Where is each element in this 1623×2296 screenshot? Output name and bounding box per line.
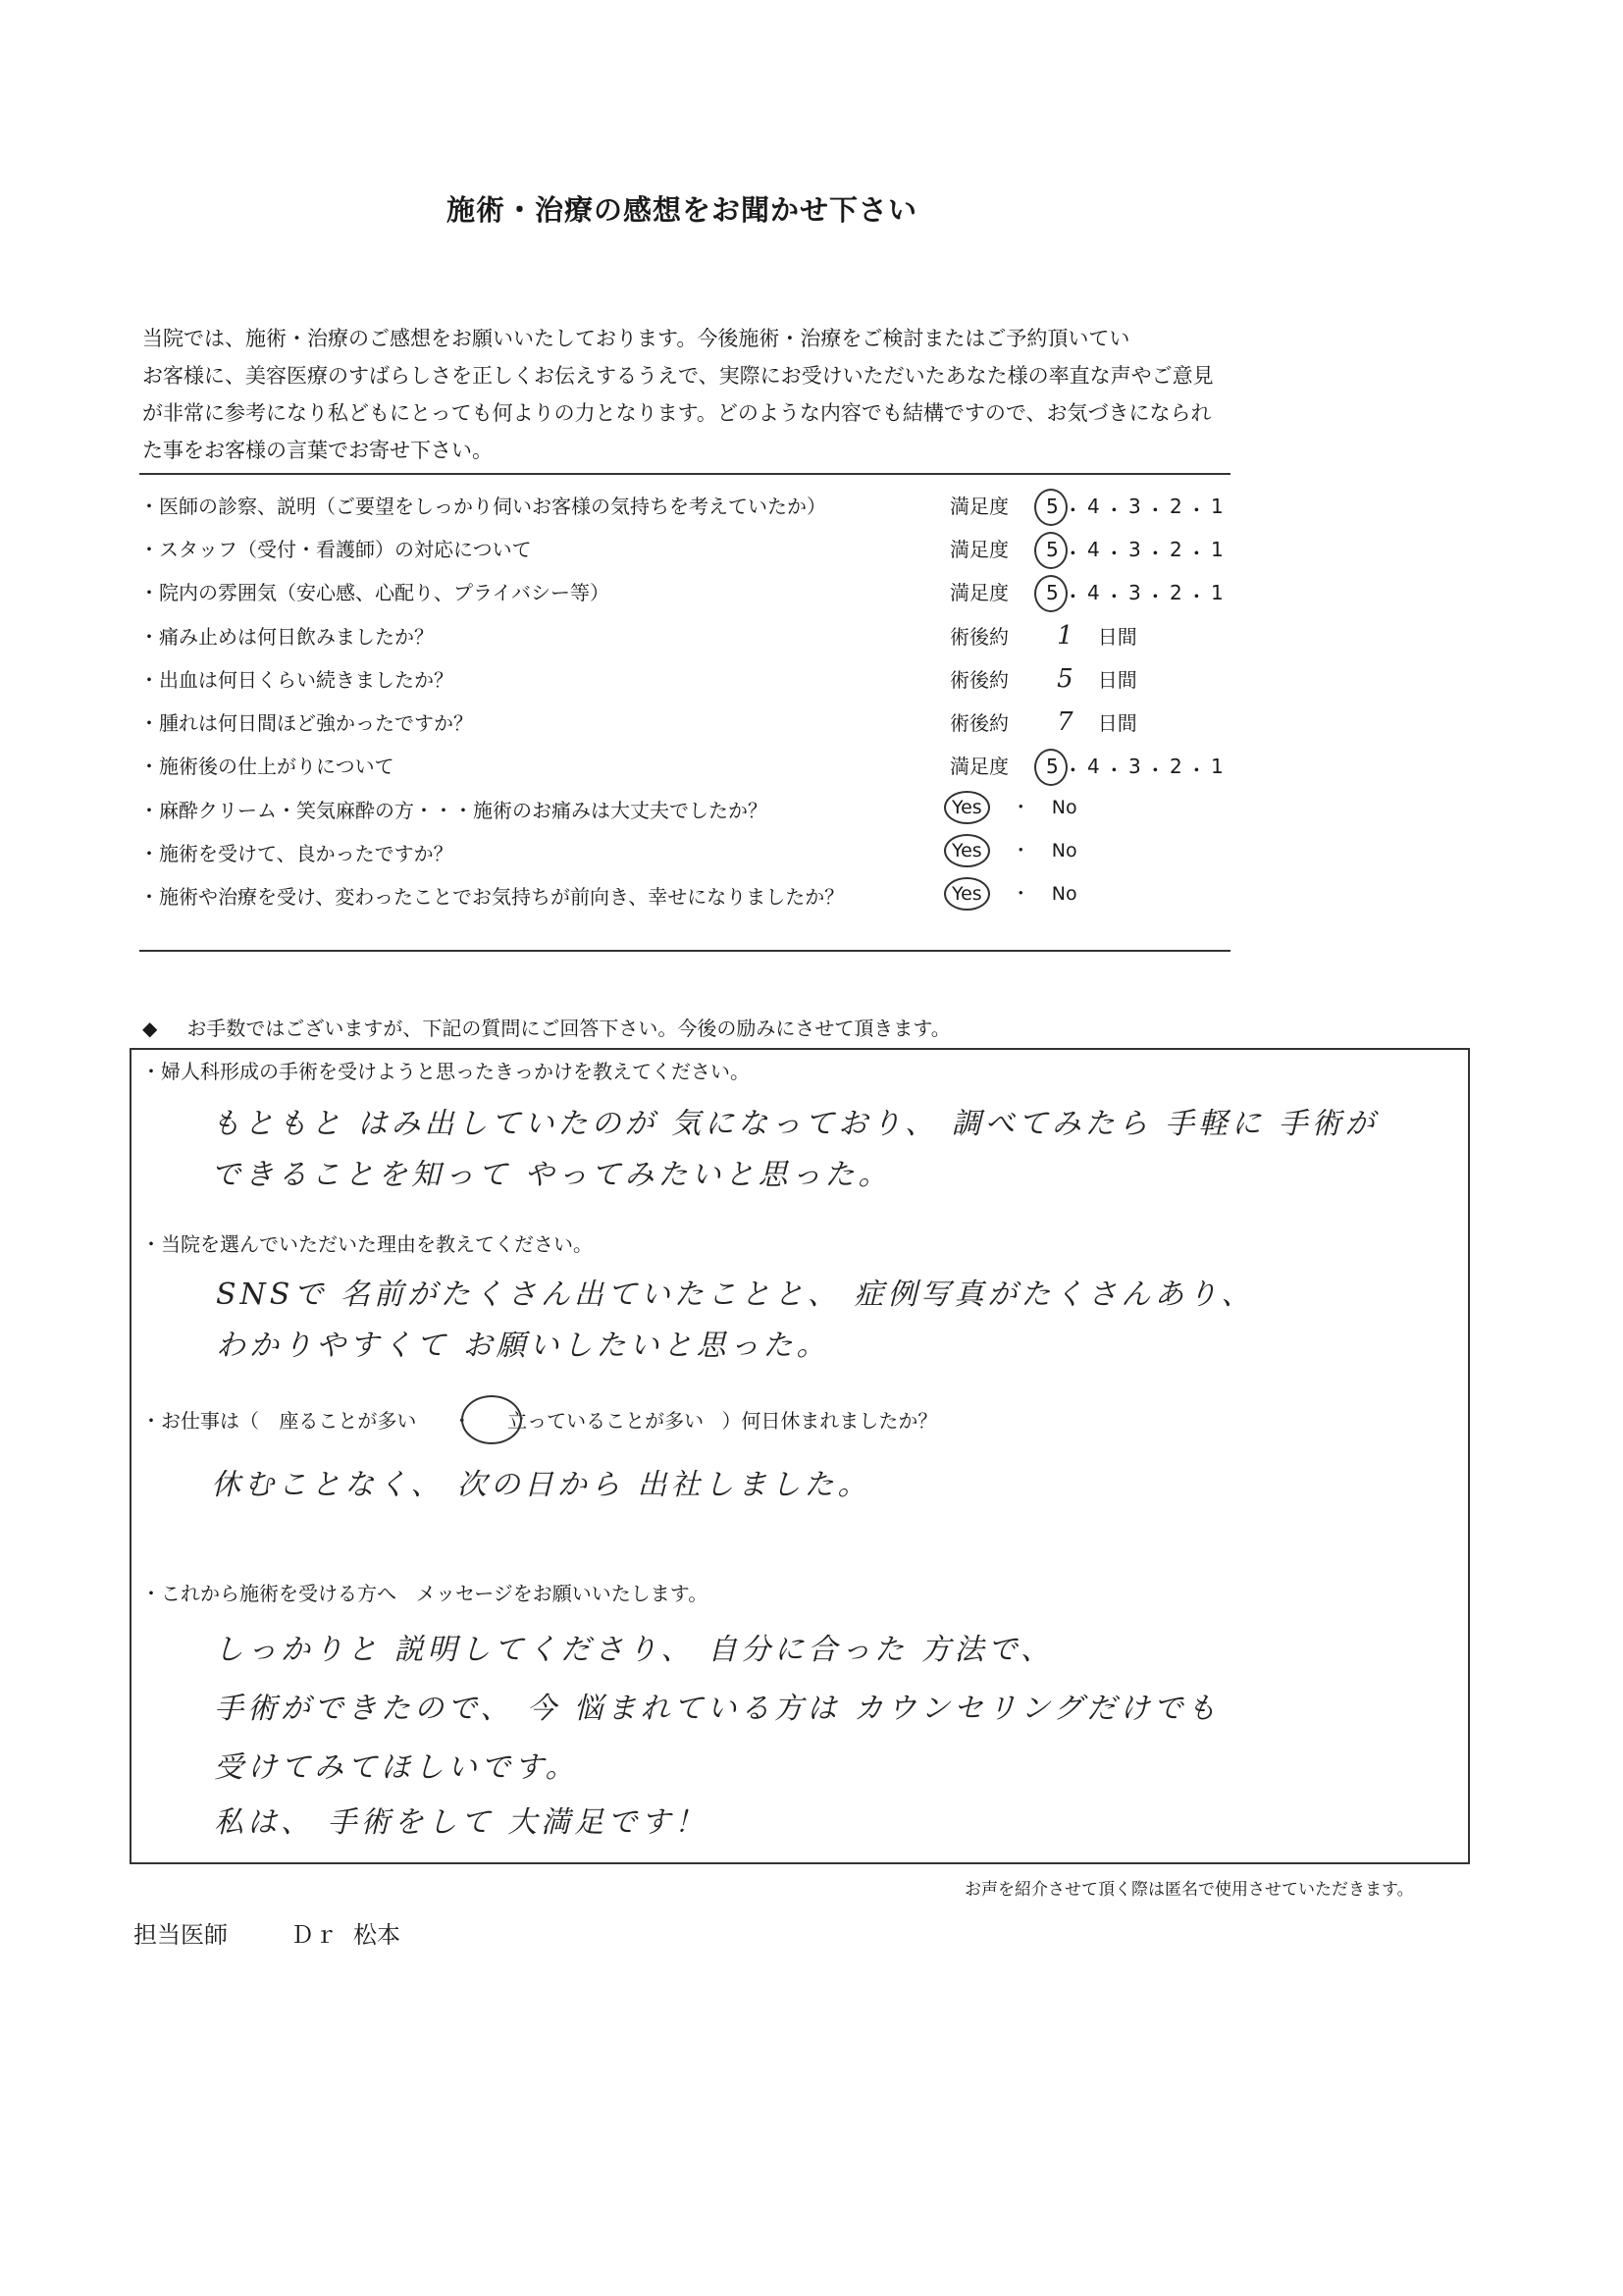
scale-dot: ・ — [1063, 758, 1083, 782]
section-header — [142, 1013, 951, 1041]
question-satisfied: ・施術を受けて、良かったですか？ — [139, 842, 453, 865]
yes-circled: Yes — [944, 877, 990, 911]
question-doctor-consultation: ・医師の診察、説明（ご要望をしっかり伺いお客様の気持ちを考えていたか） — [139, 495, 826, 518]
rating-option-circled: 5 — [1042, 581, 1062, 609]
rating-option: 1 — [1210, 755, 1224, 778]
scale-dot: ・ — [1145, 498, 1166, 522]
doctor-name: 松本 — [353, 1921, 400, 1949]
question-swelling-days: ・腫れは何日間ほど強かったですか？ — [139, 711, 473, 735]
scale-dot: ・ — [1063, 542, 1083, 565]
scale-dot: ・ — [1186, 585, 1207, 608]
answer-positive-change — [944, 877, 1077, 911]
scale-dot: ・ — [1145, 585, 1166, 608]
scale-dot: ・ — [1186, 542, 1207, 565]
answer-swelling-days — [950, 707, 1137, 737]
rating-staff — [950, 534, 1227, 566]
handwritten-answer-message: 手術ができたので、 今 悩まれている方は カウンセリングだけでも — [214, 1692, 1221, 1726]
yn-dot: ・ — [1011, 797, 1030, 818]
scale-dot: ・ — [1145, 758, 1166, 782]
rating-option: 1 — [1210, 495, 1224, 518]
scale-dot: ・ — [1145, 542, 1166, 565]
rating-option-circled: 5 — [1042, 495, 1062, 523]
scale-dot: ・ — [1063, 585, 1083, 608]
rating-option: 3 — [1127, 581, 1141, 604]
intro-line: お客様に、美容医療のすばらしさを正しくお伝えするうえで、実際にお受けいただいたあなた様の率直な声やご意見 — [142, 364, 1214, 388]
rating-option-circled: 5 — [1042, 755, 1062, 783]
intro-line: が非常に参考になり私どもにとっても何よりの力となります。どのような内容でも結構ですので、お気づきになられ — [142, 401, 1212, 425]
rating-option-circled: 5 — [1042, 538, 1062, 566]
days-unit: 日間 — [1097, 711, 1137, 735]
no-option: No — [1051, 840, 1077, 861]
question-painkiller-days: ・痛み止めは何日飲みましたか？ — [139, 625, 434, 649]
scale-dot: ・ — [1104, 585, 1125, 608]
rating-label: 満足度 — [950, 495, 1009, 518]
post-label: 術後約 — [950, 668, 1009, 692]
scale-dot: ・ — [1063, 498, 1083, 522]
yn-dot: ・ — [1011, 840, 1030, 861]
handwritten-answer-work: 休むことなく、 次の日から 出社しました。 — [211, 1468, 871, 1502]
work-option-sitting: 座ることが多い — [279, 1409, 417, 1433]
rating-option: 3 — [1127, 538, 1141, 561]
yn-dot: ・ — [1011, 883, 1030, 905]
yes-circled: Yes — [944, 834, 990, 867]
rating-label: 満足度 — [950, 755, 1009, 778]
doctor-label: 担当医師 — [133, 1921, 228, 1949]
rating-option: 4 — [1086, 581, 1100, 604]
post-label: 術後約 — [950, 625, 1009, 649]
no-option: No — [1051, 797, 1077, 818]
yes-circled: Yes — [944, 791, 990, 824]
work-question-prefix: ・お仕事は（ — [141, 1409, 259, 1433]
intro-paragraph — [142, 320, 1231, 469]
question-result: ・施術後の仕上がりについて — [139, 755, 394, 778]
section-header-text: お手数ではございますが、下記の質問にご回答下さい。今後の励みにさせて頂きます。 — [186, 1017, 951, 1040]
doctor-name-prefix: Ｄｒ — [290, 1921, 338, 1949]
divider-bottom — [139, 950, 1230, 952]
rating-atmosphere — [950, 577, 1227, 609]
rating-option: 1 — [1210, 538, 1224, 561]
question-bleeding-days: ・出血は何日くらい続きましたか？ — [139, 668, 453, 692]
scale-dot: ・ — [1186, 758, 1207, 782]
handwritten-answer-reason: SNSで 名前がたくさん出ていたことと、 症例写真がたくさんあり、 — [216, 1278, 1255, 1312]
handwritten-days: 5 — [1057, 664, 1077, 694]
diamond-icon: ◆ — [142, 1017, 158, 1040]
handwritten-answer-motivation: できることを知って やってみたいと思った。 — [211, 1158, 892, 1192]
rating-option: 1 — [1210, 581, 1224, 604]
handwritten-days: 1 — [1057, 621, 1077, 651]
circle-mark — [461, 1395, 522, 1444]
no-option: No — [1051, 883, 1077, 905]
handwritten-answer-reason: わかりやすくて お願いしたいと思った。 — [216, 1329, 830, 1363]
page-title: 施術・治療の感想をお聞かせ下さい — [445, 193, 917, 227]
answer-painkiller-days — [950, 621, 1137, 651]
rating-option: 2 — [1169, 538, 1182, 561]
intro-line: 当院では、施術・治療のご感想をお願いいたしております。今後施術・治療をご検討またはご予約頂いてい — [142, 327, 1130, 350]
rating-option: 2 — [1169, 581, 1182, 604]
handwritten-answer-message: しっかりと 説明してくださり、 自分に合った 方法で、 — [214, 1633, 1055, 1667]
rating-option: 4 — [1086, 495, 1100, 518]
question-positive-change: ・施術や治療を受け、変わったことでお気持ちが前向き、幸せになりましたか？ — [139, 885, 845, 909]
rating-option: 4 — [1086, 538, 1100, 561]
rating-option: 3 — [1127, 755, 1141, 778]
handwritten-answer-message: 受けてみてほしいです。 — [214, 1750, 579, 1785]
rating-option: 2 — [1169, 755, 1182, 778]
work-question-suffix: ）何日休まれましたか？ — [721, 1409, 938, 1433]
days-unit: 日間 — [1097, 668, 1137, 692]
scale-dot: ・ — [1104, 758, 1125, 782]
rating-result — [950, 751, 1227, 783]
intro-line: た事をお客様の言葉でお寄せ下さい。 — [142, 439, 493, 462]
box-question-motivation: ・婦人科形成の手術を受けようと思ったきっかけを教えてください。 — [141, 1060, 750, 1083]
handwritten-answer-message: 私は、 手術をして 大満足です！ — [214, 1805, 708, 1840]
divider-top — [139, 473, 1230, 475]
rating-label: 満足度 — [950, 538, 1009, 561]
handwritten-days: 7 — [1057, 707, 1077, 737]
anonymity-note: お声を紹介させて頂く際は匿名で使用させていただきます。 — [965, 1880, 1414, 1900]
answer-anesthesia-pain — [944, 791, 1077, 824]
scale-dot: ・ — [1104, 542, 1125, 565]
answer-satisfied — [944, 834, 1077, 867]
rating-label: 満足度 — [950, 581, 1009, 604]
rating-option: 3 — [1127, 495, 1141, 518]
work-option-dot: ・ — [451, 1409, 472, 1433]
handwritten-answer-motivation: もともと はみ出していたのが 気になっており、 調べてみたら 手軽に 手術が — [211, 1107, 1379, 1141]
question-staff: ・スタッフ（受付・看護師）の対応について — [139, 538, 532, 561]
question-anesthesia-pain: ・麻酔クリーム・笑気麻酔の方・・・施術のお痛みは大丈夫でしたか？ — [139, 799, 767, 822]
question-atmosphere: ・院内の雰囲気（安心感、心配り、プライバシー等） — [139, 581, 609, 604]
scale-dot: ・ — [1104, 498, 1125, 522]
box-question-message: ・これから施術を受ける方へ メッセージをお願いいたします。 — [141, 1582, 708, 1605]
post-label: 術後約 — [950, 711, 1009, 735]
box-question-reason: ・当院を選んでいただいた理由を教えてください。 — [141, 1232, 593, 1256]
box-question-work — [141, 1405, 937, 1434]
scale-dot: ・ — [1186, 498, 1207, 522]
rating-option: 2 — [1169, 495, 1182, 518]
rating-option: 4 — [1086, 755, 1100, 778]
rating-doctor-consultation — [950, 491, 1227, 523]
answer-bleeding-days — [950, 664, 1137, 694]
days-unit: 日間 — [1097, 625, 1137, 649]
work-option-standing: 立っていることが多い — [507, 1409, 705, 1433]
